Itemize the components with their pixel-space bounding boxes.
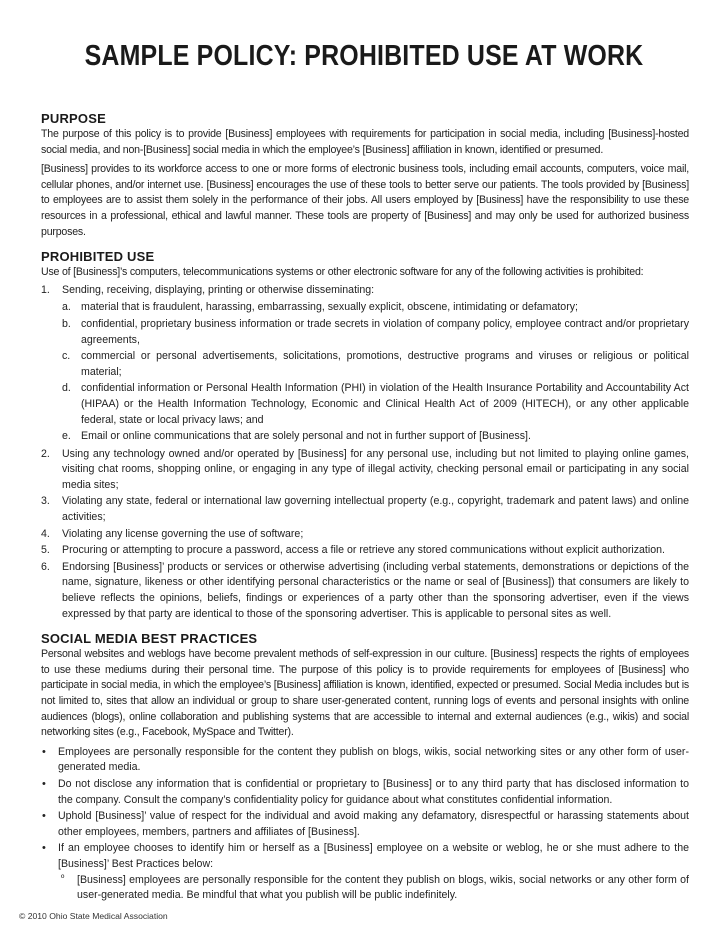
sub-bullet-item-text: [Business] employees are personally responsible for the content they publish on blogs, wikis, social networks or any other form of user-generated media. Be mindful that what you publish will be public indefinitely.: [77, 873, 689, 902]
list-marker: 3.: [41, 495, 50, 508]
sub-bullet-item: [58, 873, 689, 904]
list-item-text: Violating any license governing the use of software;: [62, 527, 304, 540]
list-item-text: Sending, receiving, displaying, printing or otherwise disseminating:: [62, 283, 375, 296]
list-item: [41, 494, 689, 525]
social-media-section: [41, 631, 689, 904]
list-item: [41, 560, 689, 622]
purpose-paragraph-1: The purpose of this policy is to provide [Business] employees with requirements for participation in social media, including [Business]-hosted social media, and non-[Business] social media in which the employee’s [Business] affiliation in known, identified or presumed.: [41, 128, 689, 156]
sublist-item: [62, 381, 689, 428]
bullet-marker: •: [42, 842, 46, 855]
sublist-item-text: material that is fraudulent, harassing, embarrassing, sexually explicit, obscene, intimidating or defamatory;: [81, 301, 578, 314]
social-media-intro: Personal websites and weblogs have become prevalent methods of self-expression in our culture. [Business] respects the rights of employees to use these mediums during their personal time. The purpose of this policy is to provide requirements for employees of [Business] who participate in social media, in which the employee’s [Business] affiliation is known, identified, expected or presumed. Social Media includes but is not limited to, sites that allow an individual or group to share user-generated content, running logs of events and personal insights with online audiences (blogs), online collaboration and publishing systems that are accessible to internal and external audiences (e.g., wikis) and social networking sites (e.g., Facebook, MySpace and Twitter).: [41, 648, 689, 739]
bullet-item-text: Uphold [Business]’ value of respect for the individual and avoid making any defamatory, disrespectful or harassing statements about other employees, members, partners and affiliates of [Business].: [58, 810, 689, 838]
sublist-marker: a.: [62, 301, 71, 314]
social-media-bullet-list: [41, 745, 689, 904]
sublist-item: [62, 349, 689, 380]
copyright-footer: © 2010 Ohio State Medical Association: [19, 911, 168, 921]
bullet-item: [41, 745, 689, 776]
bullet-item: [41, 777, 689, 808]
list-marker: 2.: [41, 447, 50, 460]
bullet-item-text: If an employee chooses to identify him or herself as a [Business] employee on a website or weblog, he or she must adhere to the [Business]’ Best Practices below:: [58, 842, 689, 870]
bullet-item-text: Do not disclose any information that is confidential or proprietary to [Business] or to any third party that has disclosed information to the company. Consult the company’s confidentiality policy for guidance about what constitutes confidential information.: [58, 777, 689, 806]
bullet-marker: •: [42, 810, 46, 823]
prohibited-heading: PROHIBITED USE: [41, 249, 155, 265]
purpose-section: [41, 111, 689, 240]
list-item: [41, 447, 689, 494]
list-marker: 4.: [41, 527, 50, 540]
sublist-marker: e.: [62, 430, 71, 443]
list-marker: 5.: [41, 544, 50, 557]
sublist-item: [62, 317, 689, 348]
bullet-item-text: Employees are personally responsible for the content they publish on blogs, wikis, social networking sites or any other form of user-generated media.: [58, 745, 689, 774]
sublist-marker: b.: [62, 317, 71, 330]
list-item-text: Using any technology owned and/or operated by [Business] for any personal use, including but not limited to playing online games, visiting chat rooms, shopping online, or engaging in any type of illegal activity, checking personal email or participating in any social media sites;: [62, 447, 689, 491]
prohibited-sublist: [62, 300, 689, 444]
sublist-marker: d.: [62, 382, 71, 395]
prohibited-list: [41, 283, 689, 622]
document-body: [41, 111, 689, 905]
bullet-marker: •: [42, 745, 46, 758]
sublist-item: [62, 429, 689, 445]
list-item: [41, 283, 689, 445]
list-item-text: Violating any state, federal or international law governing intellectual property (e.g., copyright, trademark and patent laws) and online activities;: [62, 495, 689, 524]
list-marker: 1.: [41, 283, 50, 296]
social-media-heading: SOCIAL MEDIA BEST PRACTICES: [41, 631, 258, 647]
sub-bullet-marker: º: [61, 872, 65, 883]
list-item-text: Endorsing [Business]’ products or services or otherwise advertising (including verbal statements, demonstrations or depictions of the name, signature, likeness or other identifying personal characteristics or the name or seal of [Business]) that consumers are likely to believe reflects the opinions, beliefs, findings or experiences of a party other than the sponsoring advertiser, even if the views expressed by that party are identical to those of the sponsoring advertiser. This is applicable to personal sites as well.: [62, 560, 689, 620]
bullet-item: [41, 841, 689, 903]
sublist-item-text: confidential information or Personal Health Information (PHI) in violation of the Health Insurance Portability and Accountability Act (HIPAA) or the Health Information Technology, Economic and Clinical Health Act of 2009 (HITECH), or any other applicable federal, state or local privacy laws; and: [81, 382, 689, 426]
bullet-item: [41, 809, 689, 840]
prohibited-intro: Use of [Business]’s computers, telecommunications systems or other electronic software for any of the following activities is prohibited:: [41, 266, 644, 279]
list-item: [41, 543, 689, 559]
list-item-text: Procuring or attempting to procure a password, access a file or retrieve any stored communications without explicit authorization.: [62, 544, 665, 557]
prohibited-section: [41, 249, 689, 622]
purpose-heading: PURPOSE: [41, 111, 106, 126]
sublist-item-text: Email or online communications that are solely personal and not in further support of [Business].: [81, 430, 531, 443]
sublist-item-text: commercial or personal advertisements, solicitations, promotions, destructive programs and viruses or religious or political material;: [81, 350, 689, 378]
best-practices-sublist: [58, 873, 689, 904]
purpose-paragraph-2: [Business] provides to its workforce access to one or more forms of electronic business tools, including email accounts, computers, voice mail, cellular phones, and/or internet use. [Business] encourages the use of these tools to better serve our patients. The tools provided by [Business] to employees are to assist them solely in the performance of their jobs. All users employed by [Business] have the responsibility to use these resources in a professional, ethical and lawful manner. These tools are property of [Business] and may only be used for authorized business purposes.: [41, 163, 689, 238]
list-item: [41, 527, 689, 543]
sublist-marker: c.: [62, 350, 71, 363]
sublist-item: [62, 300, 689, 316]
list-marker: 6.: [41, 560, 50, 573]
page-title: SAMPLE POLICY: PROHIBITED USE AT WORK: [84, 40, 644, 72]
bullet-marker: •: [42, 777, 46, 790]
sublist-item-text: confidential, proprietary business information or trade secrets in violation of company policy, employee contract and/or proprietary agreements,: [81, 317, 689, 346]
